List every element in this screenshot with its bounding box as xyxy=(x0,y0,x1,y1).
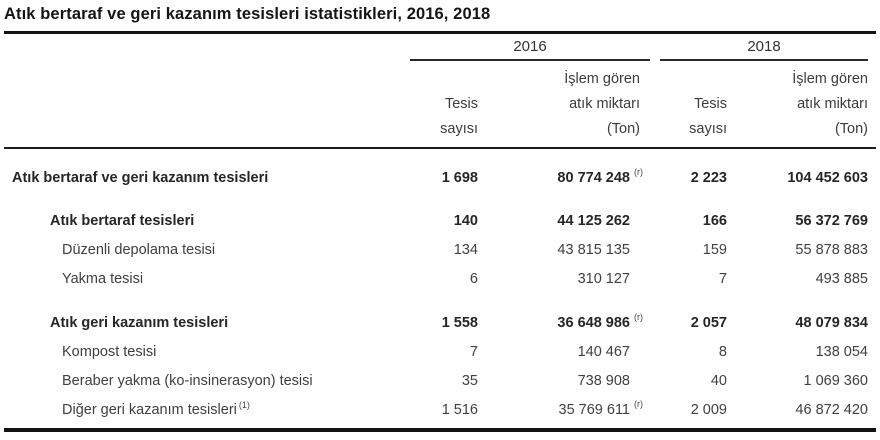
cell-2018-amount: 48 079 834 xyxy=(795,314,868,331)
cell-2018-amount: 55 878 883 xyxy=(795,241,868,258)
footnote-marker-r: (r) xyxy=(634,312,643,322)
cell-2016-count: 35 xyxy=(461,372,478,389)
footnote-marker xyxy=(156,342,158,352)
bottom-rule xyxy=(4,428,876,432)
cell-2016-count: 1 698 xyxy=(441,169,478,186)
table-row-compost xyxy=(4,337,872,366)
header-line: (Ton) xyxy=(606,121,640,137)
header-line: sayısı xyxy=(689,121,727,137)
row-label-text: Yakma tesisi xyxy=(62,270,144,287)
column-header-amount-2016 xyxy=(478,67,650,142)
row-label-text: Düzenli depolama tesisi xyxy=(62,241,216,258)
table-row-total xyxy=(4,163,872,192)
row-label-text: Atık bertaraf tesisleri xyxy=(50,212,195,229)
cell-2018-count: 8 xyxy=(718,343,727,360)
footnote-marker xyxy=(313,371,315,381)
footnote-marker xyxy=(268,168,270,178)
top-rule xyxy=(4,31,876,34)
table-row-other-recovery xyxy=(4,395,872,424)
footnote-marker-r xyxy=(630,337,650,341)
row-label xyxy=(4,399,410,418)
footnote-marker xyxy=(194,211,196,221)
row-label xyxy=(4,170,410,186)
header-line: (Ton) xyxy=(834,121,868,137)
table-row-coincineration xyxy=(4,366,872,395)
cell-2018-count: 2 057 xyxy=(690,314,727,331)
footnote-marker xyxy=(228,313,230,323)
row-label-text: Atık bertaraf ve geri kazanım tesisleri xyxy=(12,169,269,186)
row-label xyxy=(4,344,410,360)
header-line: sayısı xyxy=(440,121,478,137)
cell-2016-count: 7 xyxy=(469,343,478,360)
cell-2016-count: 140 xyxy=(453,212,478,229)
table-row-recovery xyxy=(4,308,872,337)
cell-2016-amount: 738 908 xyxy=(577,372,630,389)
cell-2016-count: 1 558 xyxy=(441,314,478,331)
row-label xyxy=(4,213,410,229)
row-label xyxy=(4,315,410,331)
cell-2016-count: 6 xyxy=(469,270,478,287)
cell-2018-amount: 56 372 769 xyxy=(795,212,868,229)
cell-2016-amount: 35 769 611 xyxy=(558,401,630,418)
cell-2018-amount: 493 885 xyxy=(815,270,868,287)
cell-2018-amount: 138 054 xyxy=(815,343,868,360)
footnote-marker-r xyxy=(630,366,650,370)
cell-2016-amount: 140 467 xyxy=(577,343,630,360)
row-label xyxy=(4,373,410,389)
table-body xyxy=(4,163,872,424)
row-label xyxy=(4,242,410,258)
footnote-marker-r: (r) xyxy=(634,399,643,409)
footnote-marker xyxy=(143,269,145,279)
row-label xyxy=(4,271,410,287)
header-line: İşlem gören xyxy=(564,71,640,87)
header-rule xyxy=(4,147,876,149)
row-label-text: Diğer geri kazanım tesisleri xyxy=(62,401,237,418)
table-row-landfill xyxy=(4,235,872,264)
year-label-2018: 2018 xyxy=(660,37,868,61)
row-label-text: Atık geri kazanım tesisleri xyxy=(50,314,229,331)
row-label-text: Beraber yakma (ko-insinerasyon) tesisi xyxy=(62,372,313,389)
year-gap xyxy=(650,37,660,61)
header-line: atık miktarı xyxy=(569,96,640,112)
cell-2018-amount: 1 069 360 xyxy=(803,372,868,389)
column-header-count-2018 xyxy=(660,92,727,142)
cell-2018-amount: 46 872 420 xyxy=(795,401,868,418)
cell-2018-count: 2 009 xyxy=(690,401,727,418)
table-row-incineration xyxy=(4,264,872,293)
column-header-amount-2018 xyxy=(727,67,868,142)
cell-2018-count: 7 xyxy=(718,270,727,287)
header-line: atık miktarı xyxy=(797,96,868,112)
cell-2016-amount: 36 648 986 xyxy=(557,314,630,331)
footnote-marker-r xyxy=(630,206,650,210)
header-line: Tesis xyxy=(444,96,478,112)
column-header-row xyxy=(4,65,872,147)
cell-2016-amount: 310 127 xyxy=(577,270,630,287)
footnote-marker-1: (1) xyxy=(238,399,250,410)
footnote-marker-r: (r) xyxy=(634,167,643,177)
footnote-marker-r xyxy=(630,264,650,268)
table-row-disposal xyxy=(4,206,872,235)
cell-2018-amount: 104 452 603 xyxy=(787,169,868,186)
cell-2016-amount: 44 125 262 xyxy=(557,212,630,229)
cell-2016-count: 1 516 xyxy=(441,401,478,418)
footnote-marker-r xyxy=(630,235,650,239)
cell-2016-count: 134 xyxy=(453,241,478,258)
row-label-text: Kompost tesisi xyxy=(62,343,157,360)
header-line: İşlem gören xyxy=(792,71,868,87)
cell-2018-count: 40 xyxy=(710,372,727,389)
cell-2018-count: 159 xyxy=(702,241,727,258)
footnote-marker xyxy=(215,240,217,250)
header-line: Tesis xyxy=(693,96,727,112)
year-header-row xyxy=(4,37,872,61)
cell-2018-count: 166 xyxy=(702,212,727,229)
year-spacer xyxy=(4,37,410,61)
cell-2018-count: 2 223 xyxy=(690,169,727,186)
year-label-2016: 2016 xyxy=(410,37,650,61)
cell-2016-amount: 80 774 248 xyxy=(557,169,630,186)
cell-2016-amount: 43 815 135 xyxy=(557,241,630,258)
column-header-count-2016 xyxy=(410,92,478,142)
page-title: Atık bertaraf ve geri kazanım tesisleri istatistikleri, 2016, 2018 xyxy=(4,5,491,23)
